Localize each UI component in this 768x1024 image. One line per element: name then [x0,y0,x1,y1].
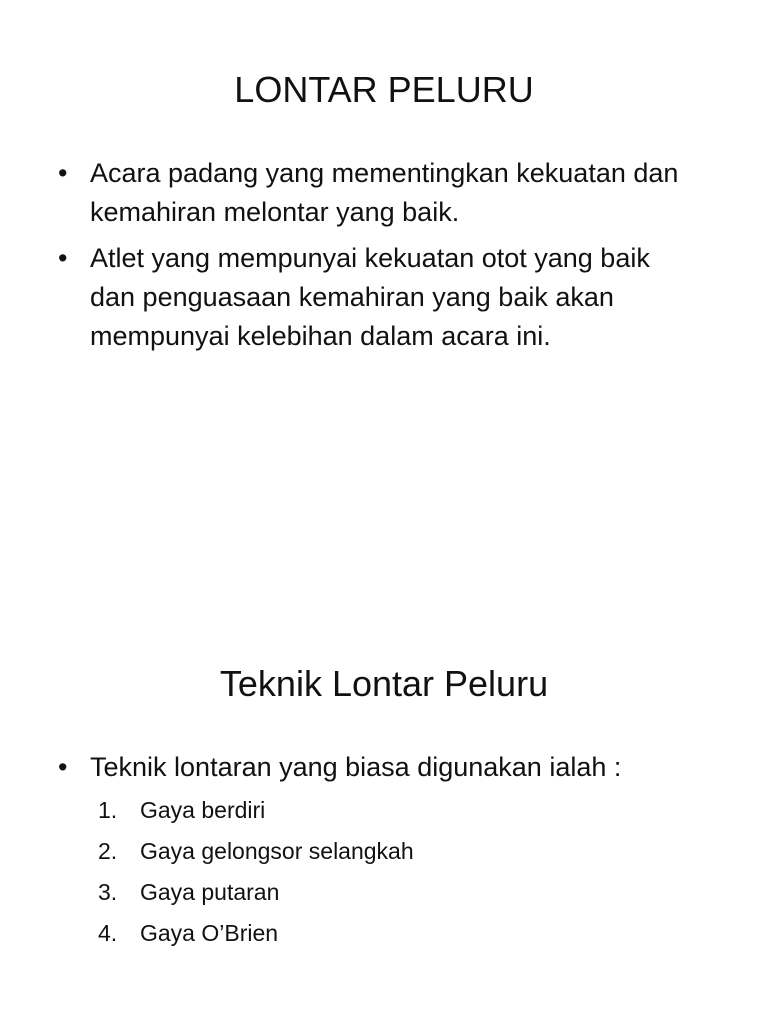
numbered-list [98,794,414,958]
item-text: Gaya O’Brien [140,920,279,946]
item-number: 4. [98,920,118,946]
item-text: Gaya gelongsor selangkah [140,838,414,864]
bullet-dot: • [58,752,68,782]
bullet-list [58,748,698,794]
item-text: Gaya putaran [140,879,280,905]
list-item [98,917,414,958]
bullet-dot: • [58,158,68,188]
bullet-item [58,239,698,356]
slide-title: Teknik Lontar Peluru [219,663,549,704]
bullet-text: Teknik lontaran yang biasa digunakan ialah : [90,752,622,782]
list-item [98,876,414,917]
bullet-dot: • [58,243,68,273]
item-number: 1. [98,797,118,823]
bullet-item [58,154,698,232]
slide-2 [0,512,768,1024]
bullet-text: Atlet yang mempunyai kekuatan otot yang baik dan penguasaan kemahiran yang baik akan mempunyai kelebihan dalam acara ini. [90,243,650,351]
list-item [98,835,414,876]
bullet-item [58,748,698,787]
list-item [98,794,414,835]
slide-title: LONTAR PELURU [234,69,534,110]
bullet-text: Acara padang yang mementingkan kekuatan dan kemahiran melontar yang baik. [90,158,679,227]
bullet-list [58,154,698,363]
item-text: Gaya berdiri [140,797,266,823]
item-number: 3. [98,879,118,905]
item-number: 2. [98,838,118,864]
